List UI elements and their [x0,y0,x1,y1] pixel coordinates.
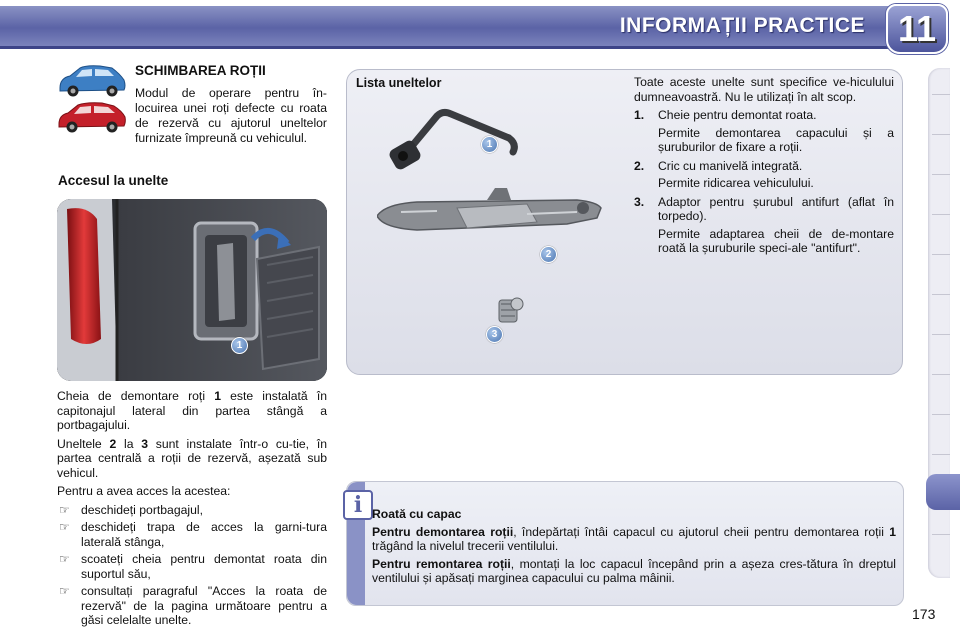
info-para-2 [372,557,896,586]
trunk-photo [57,199,327,381]
access-para-1 [57,389,327,433]
tool-2-badge: 2 [540,246,557,263]
trunk-illustration [57,199,327,381]
item-note: Permite ridicarea vehiculului. [658,176,814,190]
info-icon: i [343,490,373,520]
item-label: Adaptor pentru șurubul antifurt (aflat în torpedo). [658,194,894,223]
pointer-icon: ☞ [59,552,70,566]
pointer-icon: ☞ [59,502,70,517]
tab-divider [932,534,950,535]
list-item [57,584,327,628]
tab-divider [932,134,950,135]
text: sunt instalate într-o cu-tie, în partea centrală a roții de rezervă, așezată sub vehicul. [57,436,327,480]
tool-ref: 2 [109,436,117,451]
tools-description [634,75,894,260]
tools-heading: Lista uneltelor [356,76,442,90]
text: Cheia de demontare roți [57,389,215,403]
page-number: 173 [912,606,936,622]
tab-divider [932,174,950,175]
info-content [372,507,896,589]
text: Pentru remontarea roții [372,556,511,571]
step-text: deschideți trapa de acces la garni-tura laterală stânga, [81,520,327,549]
list-item [634,108,894,123]
tab-divider [932,294,950,295]
text: Pentru demontarea roții [372,524,514,539]
text: la [116,436,142,451]
tab-divider [932,94,950,95]
item-number: 2. [634,158,645,173]
page-header [0,0,960,52]
chapter-title: INFORMAȚII PRACTICE [619,14,865,37]
access-steps [57,503,327,628]
item-note: Permite adaptarea cheii de de-montare roată la șuruburile speci-ale "antifurt". [658,226,894,255]
list-item [634,195,894,224]
tool-ref: 1 [889,524,896,539]
text: , montați la loc capacul începând prin a așeza cres-tătura în dreptul ventilului și apăsați marginea capacului cu palma mâinii. [372,556,896,585]
item-label: Cheie pentru demontat roata. [658,108,817,122]
tools-panel [346,69,903,375]
pointer-icon: ☞ [59,520,70,534]
tool-ref: 3 [141,436,149,451]
red-car-icon [56,100,128,134]
list-item [57,552,327,581]
text: , îndepărtați întâi capacul cu ajutorul cheii pentru demontarea roții [513,524,890,539]
access-body [57,389,327,631]
tool-1-photo-badge: 1 [231,337,248,354]
text: trăgând la nivelul trecerii ventilului. [372,539,559,553]
chapter-badge [886,4,948,54]
item-number: 3. [634,194,645,209]
info-title: Roată cu capac [372,507,462,521]
tools-intro: Toate aceste unelte sunt specifice ve-hiculului dumneavoastră. Nu le utilizați în alt scop. [634,75,894,104]
item-number: 1. [634,108,645,122]
info-para-1 [372,525,896,554]
section-intro: Modul de operare pentru în-locuirea unei roți defecte cu roata de rezervă cu ajutorul uneltelor furnizate împreună cu vehiculul. [135,86,327,145]
list-item [57,503,327,518]
step-text: scoateți cheia pentru demontat roata din suportul său, [81,552,327,581]
text: este instalată în capitonajul lateral din partea stângă a portbagajului. [57,389,327,432]
step-text: consultați paragraful "Acces la roata de rezervă" de la pagina următoare pentru a găsi celelalte unelte. [81,584,327,627]
item-label: Cric cu manivelă integrată. [658,158,803,173]
blue-car-icon [56,64,128,98]
tool-ref: 1 [214,389,221,403]
access-para-3: Pentru a avea acces la acestea: [57,484,231,498]
tab-divider [932,454,950,455]
text: Uneltele [57,436,110,451]
tool-3-badge: 3 [486,326,503,343]
section-title: SCHIMBAREA ROȚII [135,63,266,78]
list-item [57,520,327,549]
pointer-icon: ☞ [59,584,70,598]
step-text: deschideți portbagajul, [81,502,203,517]
chapter-number: 11 [897,8,937,49]
tab-divider [932,334,950,335]
list-item [634,159,894,174]
active-chapter-tab[interactable] [926,474,960,510]
tab-divider [932,254,950,255]
item-note: Permite demontarea capacului și a șuruburilor de fixare a roții. [658,125,894,154]
tools-illustration [377,104,637,354]
tab-divider [932,414,950,415]
info-panel [346,481,904,606]
tab-divider [932,214,950,215]
access-heading: Accesul la unelte [58,173,169,188]
tab-divider [932,374,950,375]
tool-1-badge: 1 [481,136,498,153]
access-para-2 [57,437,327,481]
